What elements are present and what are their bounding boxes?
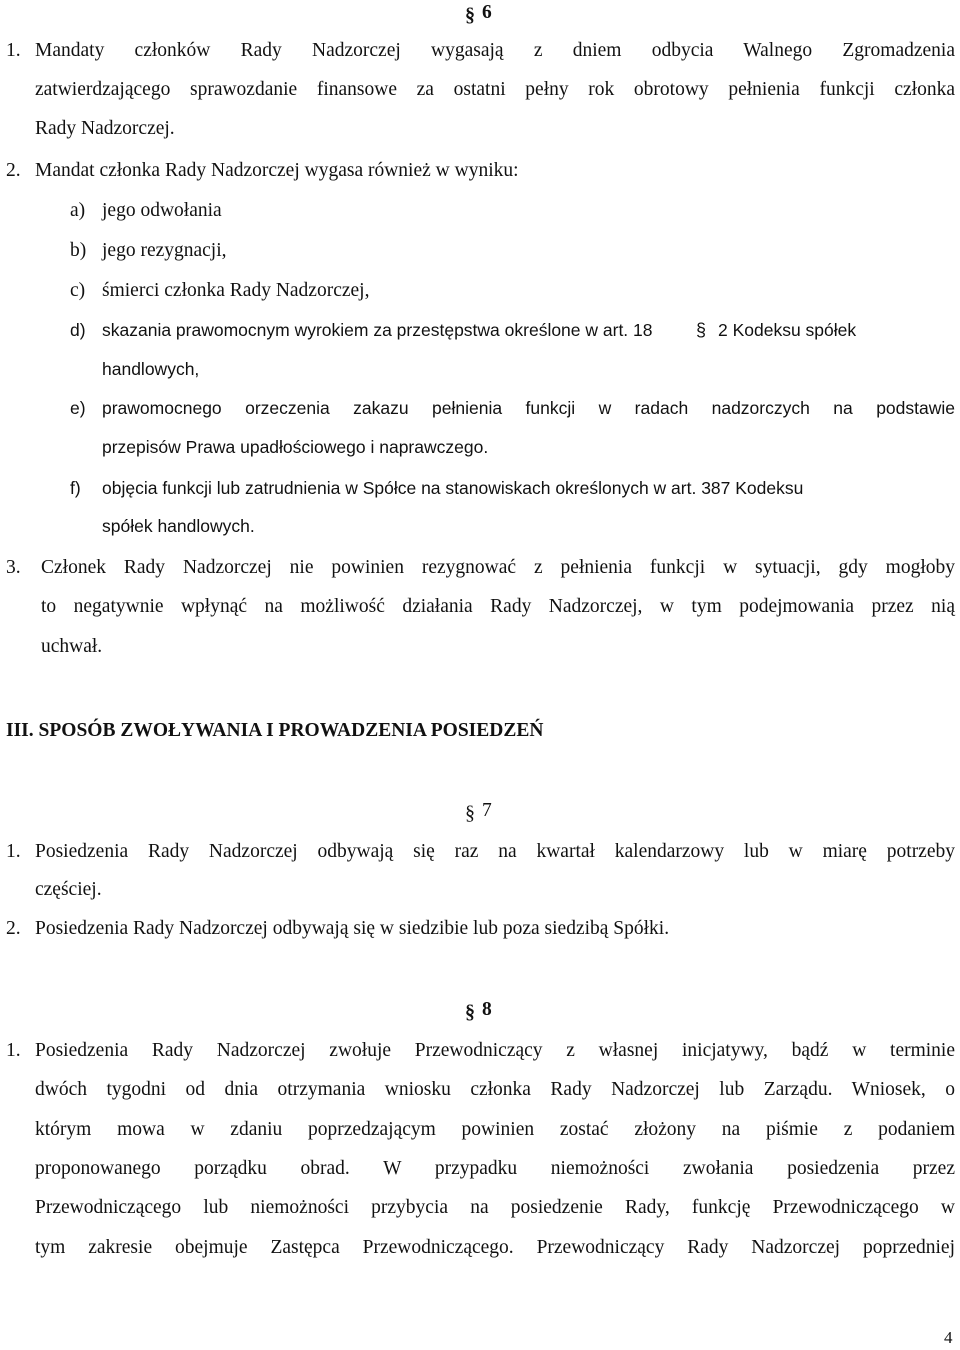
- list-item-c: śmierci członka Rady Nadzorczej,: [102, 280, 370, 301]
- list-label-a: a): [70, 200, 86, 221]
- s6-item2-number: 2.: [6, 160, 21, 181]
- s6-item3-line1: Członek Rady Nadzorczej nie powinien rezygnować z pełnienia funkcji w sytuacji, gdy mogłoby: [41, 557, 955, 578]
- s6-item1-line2: zatwierdzającego sprawozdanie finansowe za ostatni pełny rok obrotowy pełnienia funkcji członka: [35, 79, 955, 100]
- svg-text:§: §: [465, 802, 475, 824]
- s8-item1-line2: dwóch tygodni od dnia otrzymania wniosku członka Rady Nadzorczej lub Zarządu. Wniosek, o: [35, 1079, 955, 1100]
- section-7-number: 7: [482, 800, 492, 821]
- section-6-number: 6: [482, 2, 492, 23]
- s8-item1-line5: Przewodniczącego lub niemożności przybycia na posiedzenie Rady, funkcję Przewodniczącego w: [35, 1197, 955, 1218]
- section-sign-icon: [463, 1, 477, 27]
- s7-item1-line2: częściej.: [35, 879, 102, 900]
- section-heading: III. SPOSÓB ZWOŁYWANIA I PROWADZENIA POSIEDZEŃ: [6, 720, 544, 741]
- s7-item2-line1: Posiedzenia Rady Nadzorczej odbywają się w siedzibie lub poza siedzibą Spółki.: [35, 918, 670, 939]
- list-item-f-line1: objęcia funkcji lub zatrudnienia w Spółce na stanowiskach określonych w art. 387 Kodeksu: [102, 478, 804, 498]
- section-sign-icon: [694, 316, 708, 342]
- s6-item2-line1: Mandat członka Rady Nadzorczej wygasa również w wyniku:: [35, 160, 519, 181]
- s8-item1-line3: którym mowa w zdaniu poprzedzającym powinien zostać złożony na piśmie z podaniem: [35, 1119, 955, 1140]
- svg-text:§: §: [465, 4, 475, 26]
- list-item-d-line1-part1: skazania prawomocnym wyrokiem za przestępstwa określone w art. 18: [102, 320, 653, 340]
- list-label-b: b): [70, 240, 87, 261]
- list-item-e-line2: przepisów Prawa upadłościowego i naprawczego.: [102, 437, 489, 457]
- s6-item1-line1: Mandaty członków Rady Nadzorczej wygasają z dniem odbycia Walnego Zgromadzenia: [35, 40, 955, 61]
- list-item-b: jego rezygnacji,: [102, 240, 227, 261]
- list-label-c: c): [70, 280, 86, 301]
- s8-item1-number: 1.: [6, 1040, 21, 1061]
- s6-item1-number: 1.: [6, 40, 21, 61]
- s6-item1-line3: Rady Nadzorczej.: [35, 118, 175, 139]
- list-label-f: f): [70, 478, 81, 498]
- list-item-e-line1: prawomocnego orzeczenia zakazu pełnienia funkcji w radach nadzorczych na podstawie: [102, 398, 955, 418]
- svg-text:§: §: [465, 1001, 475, 1023]
- s8-item1-line4: proponowanego porządku obrad. W przypadku niemożności zwołania posiedzenia przez: [35, 1158, 955, 1179]
- svg-text:§: §: [695, 320, 707, 340]
- page-number: 4: [944, 1328, 953, 1347]
- section-8-number: 8: [482, 999, 492, 1020]
- section-sign-icon: [463, 799, 477, 825]
- s8-item1-line1: Posiedzenia Rady Nadzorczej zwołuje Przewodniczący z własnej inicjatywy, bądź w terminie: [35, 1040, 955, 1061]
- s6-item3-line2: to negatywnie wpłynąć na możliwość działania Rady Nadzorczej, w tym podejmowania przez nią: [41, 596, 955, 617]
- list-item-d-line2: handlowych,: [102, 359, 200, 379]
- list-label-e: e): [70, 398, 86, 418]
- s6-item3-line3: uchwał.: [41, 636, 103, 657]
- s6-item3-number: 3.: [6, 557, 21, 578]
- list-label-d: d): [70, 320, 86, 340]
- list-item-a: jego odwołania: [102, 200, 222, 221]
- s7-item1-number: 1.: [6, 841, 21, 862]
- list-item-f-line2: spółek handlowych.: [102, 516, 255, 536]
- s8-item1-line6: tym zakresie obejmuje Zastępca Przewodniczącego. Przewodniczący Rady Nadzorczej poprzedniej: [35, 1237, 955, 1258]
- s7-item1-line1: Posiedzenia Rady Nadzorczej odbywają się raz na kwartał kalendarzowy lub w miarę potrzeby: [35, 841, 955, 862]
- s7-item2-number: 2.: [6, 918, 21, 939]
- list-item-d-line1-part2: 2 Kodeksu spółek: [718, 320, 857, 340]
- section-sign-icon: [463, 998, 477, 1024]
